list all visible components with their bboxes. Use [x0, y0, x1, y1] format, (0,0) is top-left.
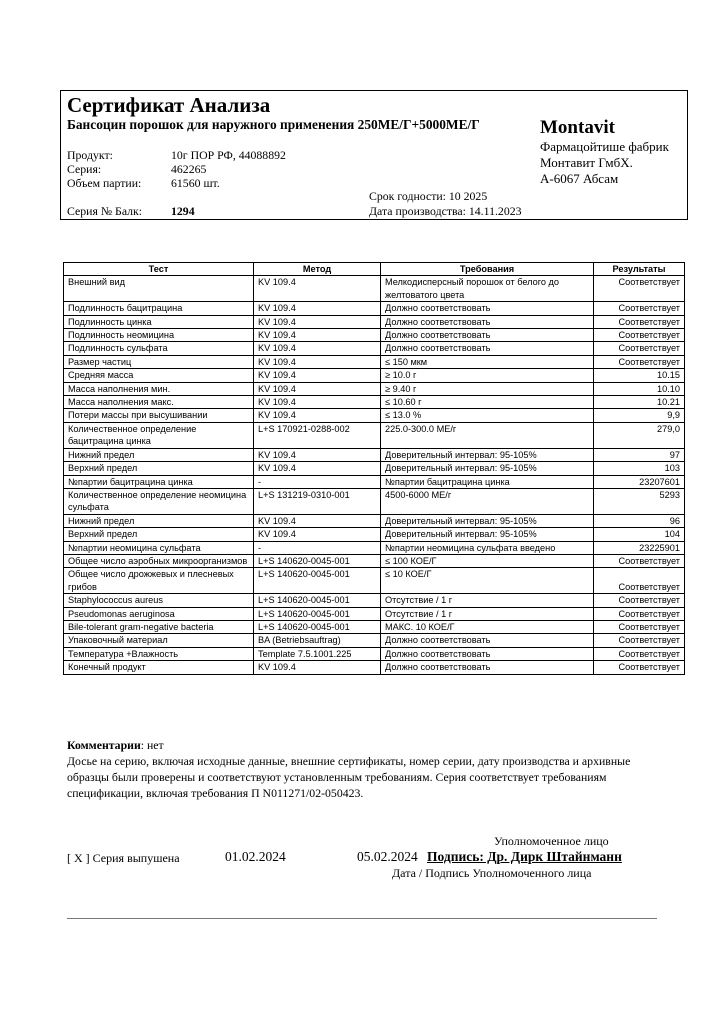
results-table-body [64, 276, 685, 674]
table-row [64, 554, 685, 567]
cell-test: №партии неомицина сульфата [64, 541, 254, 554]
cell-test: Масса наполнения мин. [64, 382, 254, 395]
expiry-date: Срок годности: 10 2025 [369, 189, 488, 203]
comments-value: : нет [140, 738, 164, 752]
batch-size-label: Объем партии: [67, 176, 142, 190]
cell-test: Масса наполнения макс. [64, 396, 254, 409]
cell-requirement: Должно соответствовать [381, 647, 594, 660]
cell-method: KV 109.4 [254, 355, 381, 368]
table-row [64, 382, 685, 395]
table-row [64, 661, 685, 674]
table-row [64, 422, 685, 448]
cell-method: KV 109.4 [254, 528, 381, 541]
column-header-results: Результаты [594, 263, 685, 276]
cell-result: Соответствует [594, 342, 685, 355]
cell-result: Соответствует [594, 276, 685, 302]
signature-text: Подпись: Др. Дирк Штайнманн [427, 849, 622, 864]
cell-method: L+S 140620-0045-001 [254, 594, 381, 607]
table-row [64, 396, 685, 409]
cell-requirement: 225.0-300.0 МЕ/г [381, 422, 594, 448]
column-header-method: Метод [254, 263, 381, 276]
cell-requirement: Должно соответствовать [381, 315, 594, 328]
table-row [64, 409, 685, 422]
cell-result: 97 [594, 448, 685, 461]
cell-method: KV 109.4 [254, 661, 381, 674]
table-row [64, 647, 685, 660]
cell-method: KV 109.4 [254, 342, 381, 355]
cell-test: Нижний предел [64, 448, 254, 461]
cell-result: Соответствует [594, 647, 685, 660]
cell-test: Температура +Влажность [64, 647, 254, 660]
table-row [64, 607, 685, 620]
cell-method: KV 109.4 [254, 396, 381, 409]
cell-method: KV 109.4 [254, 302, 381, 315]
table-header-row [64, 263, 685, 276]
cell-requirement: 4500-6000 МЕ/г [381, 488, 594, 514]
cell-test: Общее число аэробных микроорганизмов [64, 554, 254, 567]
cell-test: Внешний вид [64, 276, 254, 302]
cell-method: KV 109.4 [254, 514, 381, 527]
product-subtitle: Бансоцин порошок для наружного применения 250МЕ/Г+5000МЕ/Г [67, 117, 480, 132]
table-row [64, 462, 685, 475]
cell-requirement: №партии неомицина сульфата введено [381, 541, 594, 554]
signature-caption: Дата / Подпись Уполномоченного лица [392, 866, 592, 880]
cell-test: Упаковочный материал [64, 634, 254, 647]
cell-requirement: Доверительный интервал: 95-105% [381, 448, 594, 461]
cell-result: 10.15 [594, 369, 685, 382]
cell-requirement: МАКС. 10 КОЕ/Г [381, 620, 594, 633]
cell-method: - [254, 541, 381, 554]
table-row [64, 475, 685, 488]
cell-test: Количественное определение неомицина сульфата [64, 488, 254, 514]
table-row [64, 634, 685, 647]
cell-requirement: ≤ 13.0 % [381, 409, 594, 422]
company-line-3: А-6067 Абсам [540, 171, 619, 186]
cell-test: Количественное определение бацитрацина цинка [64, 422, 254, 448]
product-value: 10г ПОР РФ, 44088892 [171, 148, 286, 162]
cell-method: L+S 140620-0045-001 [254, 607, 381, 620]
cell-result: Соответствует [594, 554, 685, 567]
divider-line [67, 918, 657, 919]
table-row [64, 620, 685, 633]
comments-body: Досье на серию, включая исходные данные, внешние сертификаты, номер серии, дату производства и архивные образцы были проверены и соответствуют установленным требованиям. Серия соответствует требованиям спецификации, включая требования П N011271/02-050423. [67, 754, 631, 800]
cell-requirement: ≤ 100 КОЕ/Г [381, 554, 594, 567]
cell-result: 9,9 [594, 409, 685, 422]
document-title: Сертификат Анализа [67, 93, 271, 117]
bulk-series-label: Серия № Балк: [67, 204, 143, 218]
series-label: Серия: [67, 162, 102, 176]
cell-result: Соответствует [594, 620, 685, 633]
cell-method: KV 109.4 [254, 315, 381, 328]
table-row [64, 514, 685, 527]
cell-result: Соответствует [594, 661, 685, 674]
cell-method: - [254, 475, 381, 488]
table-row [64, 594, 685, 607]
cell-test: Подлинность цинка [64, 315, 254, 328]
production-date: Дата производства: 14.11.2023 [369, 204, 522, 218]
table-row [64, 355, 685, 368]
batch-released-checkbox: [ X ] Серия выпушена [67, 851, 180, 865]
batch-size-value: 61560 шт. [171, 176, 220, 190]
company-line-1: Фармацойтише фабрик [540, 139, 669, 154]
cell-requirement: Доверительный интервал: 95-105% [381, 462, 594, 475]
cell-result: 10.21 [594, 396, 685, 409]
cell-method: L+S 140620-0045-001 [254, 554, 381, 567]
cell-requirement: Доверительный интервал: 95-105% [381, 514, 594, 527]
cell-requirement: ≤ 150 мкм [381, 355, 594, 368]
cell-requirement: ≥ 9.40 г [381, 382, 594, 395]
cell-result: 96 [594, 514, 685, 527]
cell-method: KV 109.4 [254, 276, 381, 302]
cell-test: Подлинность неомицина [64, 329, 254, 342]
cell-method: KV 109.4 [254, 448, 381, 461]
cell-test: Подлинность бацитрацина [64, 302, 254, 315]
cell-requirement: ≥ 10.0 г [381, 369, 594, 382]
cell-test: Нижний предел [64, 514, 254, 527]
cell-result: Соответствует [594, 594, 685, 607]
cell-method: KV 109.4 [254, 329, 381, 342]
cell-test: Подлинность сульфата [64, 342, 254, 355]
table-row [64, 448, 685, 461]
cell-result: Соответствует [594, 607, 685, 620]
cell-method: KV 109.4 [254, 462, 381, 475]
cell-requirement: Доверительный интервал: 95-105% [381, 528, 594, 541]
cell-requirement: ≤ 10.60 г [381, 396, 594, 409]
company-line-2: Монтавит ГмбХ. [540, 155, 633, 170]
cell-method: KV 109.4 [254, 409, 381, 422]
column-header-requirements: Требования [381, 263, 594, 276]
comments-section [67, 737, 667, 801]
release-date: 01.02.2024 [225, 849, 286, 864]
table-row [64, 276, 685, 302]
cell-requirement: Должно соответствовать [381, 634, 594, 647]
cell-test: Pseudomonas aeruginosa [64, 607, 254, 620]
table-row [64, 528, 685, 541]
cell-test: Общее число дрожжевых и плесневых грибов [64, 568, 254, 594]
cell-method: L+S 131219-0310-001 [254, 488, 381, 514]
column-header-test: Тест [64, 263, 254, 276]
cell-requirement: №партии бацитрацина цинка [381, 475, 594, 488]
signature-date: 05.02.2024 [357, 849, 418, 864]
cell-requirement: Должно соответствовать [381, 302, 594, 315]
cell-result: 23225901 [594, 541, 685, 554]
cell-requirement: Отсутствие / 1 г [381, 607, 594, 620]
cell-test: Конечный продукт [64, 661, 254, 674]
cell-method: L+S 140620-0045-001 [254, 568, 381, 594]
cell-requirement: ≤ 10 КОЕ/Г [381, 568, 594, 594]
cell-requirement: Должно соответствовать [381, 342, 594, 355]
cell-method: KV 109.4 [254, 382, 381, 395]
authorized-person-label: Уполномоченное лицо [494, 834, 609, 848]
cell-test: Размер частиц [64, 355, 254, 368]
cell-result: Соответствует [594, 355, 685, 368]
cell-requirement: Должно соответствовать [381, 329, 594, 342]
cell-requirement: Мелкодисперсный порошок от белого до желтоватого цвета [381, 276, 594, 302]
cell-test: Средняя масса [64, 369, 254, 382]
cell-test: Верхний предел [64, 462, 254, 475]
cell-result: 104 [594, 528, 685, 541]
product-label: Продукт: [67, 148, 113, 162]
cell-result: 279,0 [594, 422, 685, 448]
table-row [64, 369, 685, 382]
cell-result: Соответствует [594, 634, 685, 647]
table-row [64, 329, 685, 342]
cell-requirement: Отсутствие / 1 г [381, 594, 594, 607]
cell-result: 103 [594, 462, 685, 475]
table-row [64, 302, 685, 315]
cell-test: Bile-tolerant gram-negative bacteria [64, 620, 254, 633]
cell-result: Соответствует [594, 329, 685, 342]
table-row [64, 568, 685, 594]
cell-test: Staphylococcus aureus [64, 594, 254, 607]
cell-requirement: Должно соответствовать [381, 661, 594, 674]
cell-method: KV 109.4 [254, 369, 381, 382]
cell-test: Верхний предел [64, 528, 254, 541]
cell-method: L+S 170921-0288-002 [254, 422, 381, 448]
cell-result: 23207601 [594, 475, 685, 488]
cell-result: Соответствует [594, 315, 685, 328]
cell-method: Template 7.5.1001.225 [254, 647, 381, 660]
table-row [64, 342, 685, 355]
table-row [64, 541, 685, 554]
cell-result: 5293 [594, 488, 685, 514]
cell-result: 10.10 [594, 382, 685, 395]
bulk-series-value: 1294 [171, 204, 195, 218]
cell-test: №партии бацитрацина цинка [64, 475, 254, 488]
cell-result: Соответствует [594, 568, 685, 594]
cell-method: BA (Betriebsauftrag) [254, 634, 381, 647]
table-row [64, 488, 685, 514]
series-value: 462265 [171, 162, 207, 176]
cell-test: Потери массы при высушивании [64, 409, 254, 422]
cell-result: Соответствует [594, 302, 685, 315]
results-table [63, 262, 685, 675]
table-row [64, 315, 685, 328]
company-logo-name: Montavit [540, 117, 615, 138]
comments-label: Комментарии [67, 738, 141, 752]
cell-method: L+S 140620-0045-001 [254, 620, 381, 633]
